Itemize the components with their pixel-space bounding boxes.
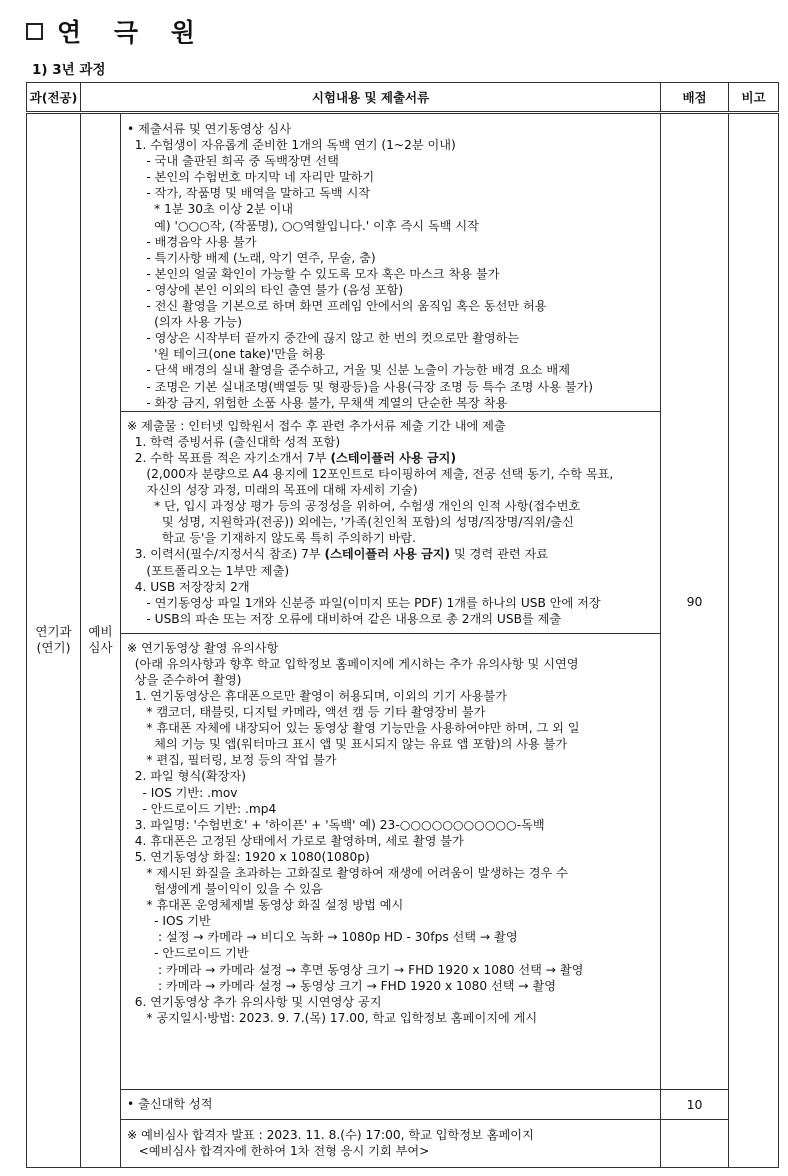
section-1 (121, 114, 660, 411)
s3-line-20: : 카메라 → 카메라 설정 → 후면 동영상 크기 → FHD 1920 x 1080 선택 → 촬영 (127, 962, 584, 977)
s1-line-5: * 1분 30초 이상 2분 이내 (127, 202, 294, 217)
s2-line-5: * 단, 입시 과정상 평가 등의 공정성을 위하여, 수험생 개인의 인적 사항(접수번호 (127, 499, 581, 514)
s2-line-1: 1. 학력 증빙서류 (출신대학 성적 포함) (127, 434, 341, 449)
note-cell (729, 113, 779, 1168)
section-5 (121, 1120, 660, 1159)
s1-line-1: 1. 수험생이 자유롭게 준비한 1개의 독백 연기 (1~2분 이내) (127, 138, 456, 153)
s2-line-10: 4. USB 저장장치 2개 (127, 579, 250, 594)
s4-line-0: • 출신대학 성적 (127, 1097, 213, 1112)
s1-line-2: - 국내 출판된 희곡 중 독백장면 선택 (127, 154, 339, 169)
s3-line-21: : 카메라 → 카메라 설정 → 동영상 크기 → FHD 1920 x 1080 선택 → 촬영 (127, 978, 557, 993)
s2-line-0: ※ 제출물 : 인터넷 입학원서 접수 후 관련 추가서류 제출 기간 내에 제출 (127, 418, 506, 433)
header-score: 배점 (661, 83, 729, 113)
s3-line-7: * 편집, 필터링, 보정 등의 작업 불가 (127, 753, 337, 768)
s3-line-17: - IOS 기반 (127, 914, 211, 929)
s2-line-9: (포트폴리오는 1부만 제출) (127, 563, 290, 578)
score-cell-1: 90 (661, 113, 729, 1090)
s3-line-15: 험생에게 불이익이 있을 수 있음 (127, 882, 323, 897)
s3-line-11: 3. 파일명: '수험번호' + '하이픈' + '독백' 예) 23-○○○○○○○○○○○-독백 (127, 817, 545, 832)
s3-line-12: 4. 휴대폰은 고정된 상태에서 가로로 촬영하며, 세로 촬영 불가 (127, 833, 464, 848)
section-4 (121, 1096, 660, 1112)
section-2-cell (121, 411, 661, 633)
score-cell-empty (661, 1119, 729, 1167)
s1-line-14: '원 테이크(one take)'만을 허용 (127, 347, 326, 362)
s3-line-18: : 설정 → 카메라 → 비디오 녹화 → 1080p HD - 30fps 선택 → 촬영 (127, 930, 518, 945)
s3-line-14: * 제시된 화질을 초과하는 고화질로 촬영하여 재생에 어려움이 발생하는 경우 수 (127, 866, 568, 880)
s2-line-4: 자신의 성장 과정, 미래의 목표에 대해 자세히 기술) (127, 483, 418, 498)
header-content: 시험내용 및 제출서류 (81, 83, 661, 113)
s1-line-3: - 본인의 수험번호 마지막 네 자리만 말하기 (127, 170, 375, 185)
s1-line-12: (의자 사용 가능) (127, 315, 243, 330)
score-cell-2: 10 (661, 1089, 729, 1119)
section-5-cell (121, 1119, 661, 1167)
exam-table (26, 82, 779, 1168)
section-3 (121, 634, 660, 1026)
s2-line-8 (127, 546, 654, 562)
s1-line-6: 예) '○○○작, (작품명), ○○역할입니다.' 이후 즉시 독백 시작 (127, 218, 479, 233)
s2-line-2-text: 2. 수학 목표를 적은 자기소개서 7부 (127, 450, 331, 465)
checkbox-square-icon (26, 23, 43, 40)
s1-line-7: - 배경음악 사용 불가 (127, 234, 257, 249)
s1-line-13: - 영상은 시작부터 끝까지 중간에 끊지 않고 한 번의 컷으로만 촬영하는 (127, 331, 520, 346)
stage-line1: 예비 (88, 624, 113, 640)
s3-line-5: * 휴대폰 자체에 내장되어 있는 동영상 촬영 기능만을 사용하여야만 하며, 그 외 일 (127, 721, 580, 736)
s5-line-1: <예비심사 합격자에 한하여 1차 전형 응시 기회 부여> (127, 1143, 430, 1158)
s3-line-16: * 휴대폰 운영체제별 동영상 화질 설정 방법 예시 (127, 898, 404, 913)
s1-line-9: - 본인의 얼굴 확인이 가능할 수 있도록 모자 혹은 마스크 착용 불가 (127, 266, 500, 281)
dept-line1: 연기과 (35, 624, 72, 640)
stage-cell (81, 113, 121, 1168)
table-row (27, 113, 779, 412)
s3-line-23: * 공지일시·방법: 2023. 9. 7.(목) 17.00, 학교 입학정보 홈페이지에 게시 (127, 1010, 538, 1025)
s2-line-6: 및 성명, 지원학과(전공)) 외에는, '가족(친인척 포함)의 성명/직장명/직위/출신 (127, 515, 574, 530)
s1-line-0: • 제출서류 및 연기동영상 심사 (127, 122, 291, 136)
s2-line-11: - 연기동영상 파일 1개와 신분증 파일(이미지 또는 PDF) 1개를 하나의 USB 안에 저장 (127, 595, 601, 610)
s2-stapler-warning-2: (스테이플러 사용 금지) (324, 547, 451, 562)
s1-line-4: - 작가, 작품명 및 배역을 말하고 독백 시작 (127, 186, 371, 201)
s1-line-15: - 단색 배경의 실내 촬영을 준수하고, 거울 및 신분 노출이 가능한 배경 요소 배제 (127, 363, 570, 378)
dept-cell (27, 113, 81, 1168)
page-title (26, 14, 207, 48)
section-3-cell (121, 633, 661, 1089)
table-row (27, 1089, 779, 1119)
s3-line-8: 2. 파일 형식(확장자) (127, 769, 247, 784)
s3-line-4: * 캠코더, 태블릿, 디지털 카메라, 액션 캠 등 기타 촬영장비 불가 (127, 705, 486, 720)
s3-line-0: ※ 연기동영상 촬영 유의사항 (127, 640, 279, 655)
section-2 (121, 412, 660, 627)
s2-line-12: - USB의 파손 또는 저장 오류에 대비하여 같은 내용으로 총 2개의 USB를 제출 (127, 611, 562, 626)
dept-line2: (연기) (36, 640, 71, 656)
s2-line-3: (2,000자 분량으로 A4 용지에 12포인트로 타이핑하여 제출, 전공 선택 동기, 수학 목표, (127, 466, 614, 481)
table-header-row (27, 83, 779, 113)
s3-line-3: 1. 연기동영상은 휴대폰으로만 촬영이 허용되며, 이외의 기기 사용불가 (127, 688, 508, 703)
s1-line-16: - 조명은 기본 실내조명(백열등 및 형광등)을 사용(극장 조명 등 특수 조명 사용 불가) (127, 379, 594, 394)
stage-line2: 심사 (88, 640, 113, 656)
header-note: 비고 (729, 83, 779, 113)
s1-line-10: - 영상에 본인 이외의 타인 출연 불가 (음성 포함) (127, 282, 404, 297)
s3-line-2: 상을 준수하여 촬영) (127, 672, 242, 687)
table-row (27, 1119, 779, 1167)
s1-line-8: - 특기사항 배제 (노래, 악기 연주, 무술, 춤) (127, 250, 376, 265)
header-dept: 과(전공) (27, 83, 81, 113)
section-subtitle: 1) 3년 과정 (32, 62, 106, 78)
s1-line-17: - 화장 금지, 위험한 소품 사용 불가, 무채색 계열의 단순한 복장 착용 (127, 395, 508, 410)
s3-line-10: - 안드로이드 기반: .mp4 (127, 801, 277, 816)
page-title-text: 연 극 원 (57, 18, 207, 47)
s3-line-1: (아래 유의사항과 향후 학교 입학정보 홈페이지에 게시하는 추가 유의사항 및 시연영 (127, 656, 579, 671)
s2-line-8-tail: 및 경력 관련 자료 (450, 547, 549, 562)
s3-line-9: - IOS 기반: .mov (127, 785, 238, 800)
s2-stapler-warning-1: (스테이플러 사용 금지) (330, 450, 457, 465)
s2-line-8-text: 3. 이력서(필수/지정서식 참조) 7부 (127, 547, 325, 562)
s3-line-6: 체의 기능 및 앱(워터마크 표시 앱 및 표시되지 않는 유료 앱 포함)의 사용 불가 (127, 737, 568, 752)
section-4-cell (121, 1089, 661, 1119)
s3-line-22: 6. 연기동영상 추가 유의사항 및 시연영상 공지 (127, 994, 382, 1009)
s2-line-7: 학교 등'을 기재하지 않도록 특히 주의하기 바람. (127, 531, 417, 546)
s2-line-2 (127, 450, 654, 466)
s3-line-13: 5. 연기동영상 화질: 1920 x 1080(1080p) (127, 849, 370, 864)
section-1-cell (121, 113, 661, 412)
s1-line-11: - 전신 촬영을 기본으로 하며 화면 프레임 안에서의 움직임 혹은 동선만 허용 (127, 299, 547, 314)
s3-line-19: - 안드로이드 기반 (127, 946, 249, 961)
s5-line-0: ※ 예비심사 합격자 발표 : 2023. 11. 8.(수) 17:00, 학교 입학정보 홈페이지 (127, 1127, 534, 1142)
